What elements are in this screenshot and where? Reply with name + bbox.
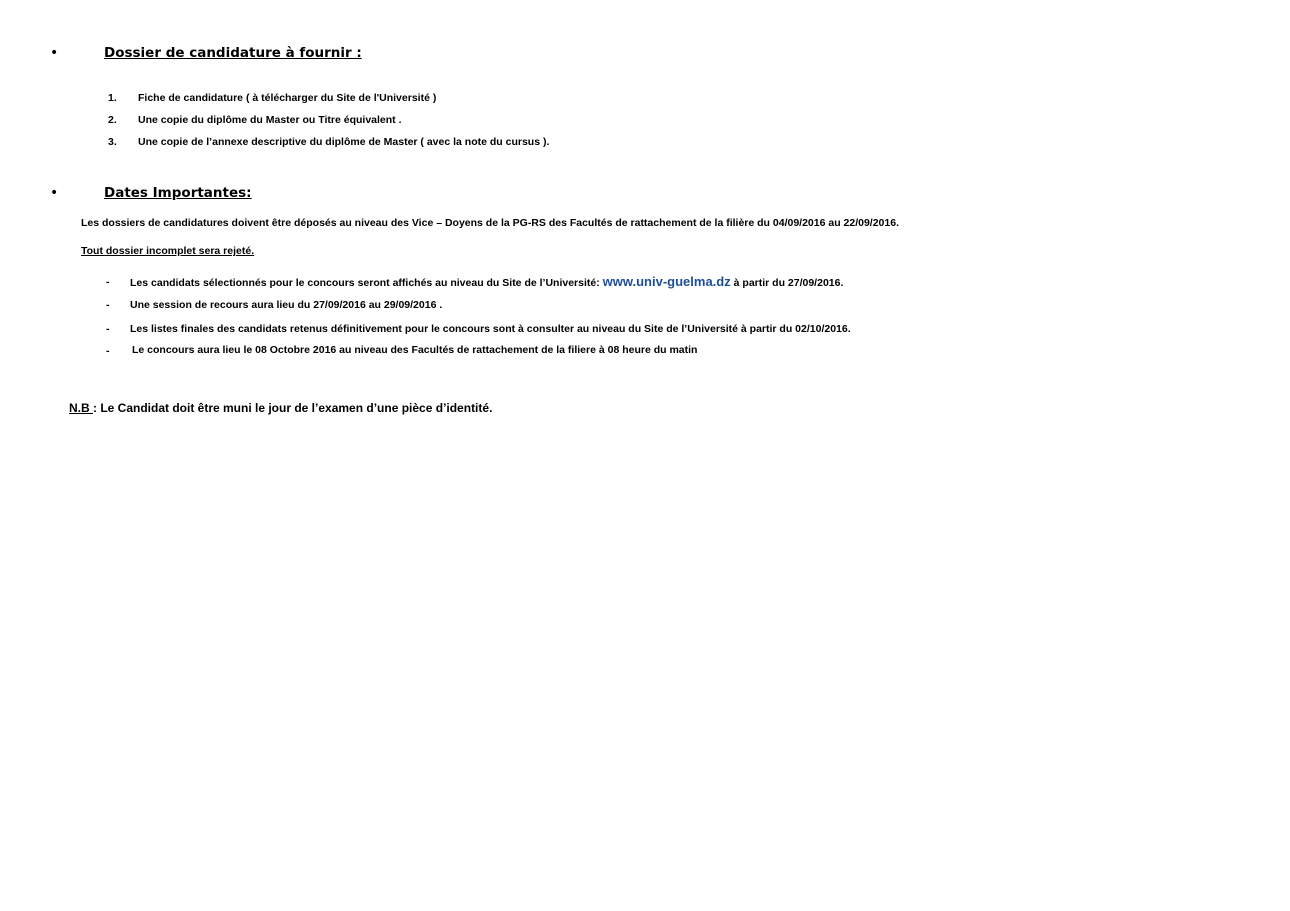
list-item: Le concours aura lieu le 08 Octobre 2016 au niveau des Facultés de rattachement de la filiere à 08 heure du matin xyxy=(132,344,698,356)
list-dash: - xyxy=(106,345,110,357)
deposit-dates-paragraph: Les dossiers de candidatures doivent être déposés au niveau des Vice – Doyens de la PG-RS des Facultés de rattachement de la filière du 04/09/2016 au 22/09/2016. xyxy=(81,217,899,229)
list-item xyxy=(130,274,843,289)
list-item-number: 2. xyxy=(108,114,117,126)
list-item: Fiche de candidature ( à télécharger du Site de l'Université ) xyxy=(138,92,437,104)
list-item-number: 1. xyxy=(108,92,117,104)
bullet-icon: • xyxy=(50,45,59,61)
nb-label: N.B xyxy=(69,401,93,415)
list-dash: - xyxy=(106,323,110,335)
list-item-number: 3. xyxy=(108,136,117,148)
list-item: Les listes finales des candidats retenus définitivement pour le concours sont à consulter au niveau du Site de l’Université à partir du 02/10/2016. xyxy=(130,323,851,335)
nb-text: : Le Candidat doit être muni le jour de l’examen d’une pièce d’identité. xyxy=(93,401,493,415)
list-item-text: Les candidats sélectionnés pour le concours seront affichés au niveau du Site de l’Université: xyxy=(130,277,603,289)
section-heading-dates: Dates Importantes: xyxy=(104,185,252,201)
list-dash: - xyxy=(106,276,110,288)
list-item: Une copie de l’annexe descriptive du diplôme de Master ( avec la note du cursus ). xyxy=(138,136,550,148)
list-item: Une session de recours aura lieu du 27/09/2016 au 29/09/2016 . xyxy=(130,299,443,311)
list-dash: - xyxy=(106,299,110,311)
list-item: Une copie du diplôme du Master ou Titre équivalent . xyxy=(138,114,402,126)
university-website-link[interactable]: www.univ-guelma.dz xyxy=(602,274,731,289)
section-heading-dossier: Dossier de candidature à fournir : xyxy=(104,45,362,61)
nb-note xyxy=(69,401,492,415)
list-item-text: à partir du 27/09/2016. xyxy=(730,277,844,289)
bullet-icon: • xyxy=(50,185,59,201)
incomplete-warning: Tout dossier incomplet sera rejeté. xyxy=(81,245,255,257)
